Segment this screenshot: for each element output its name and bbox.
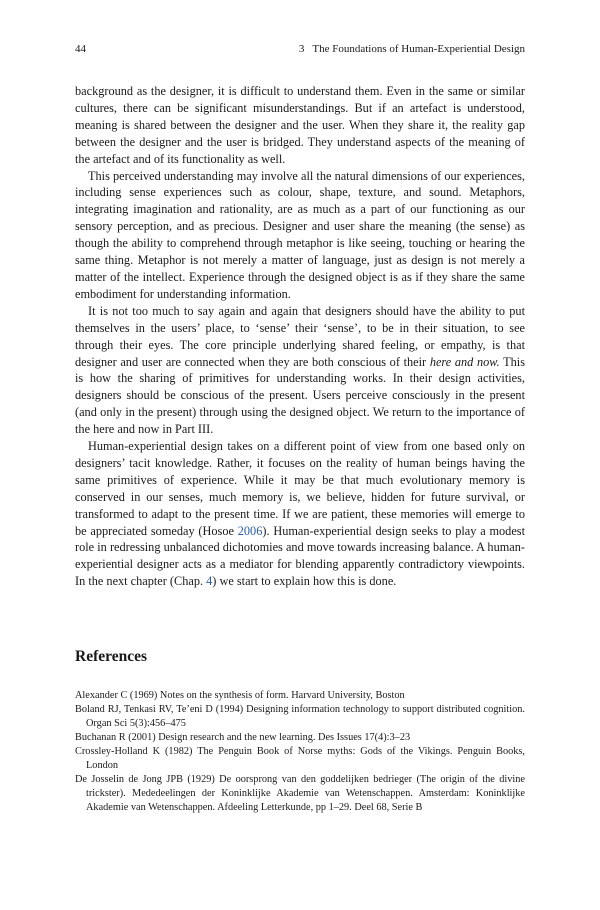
reference-item: Alexander C (1969) Notes on the synthesis of form. Harvard University, Boston: [75, 690, 405, 701]
here-and-now-emphasis: here and now.: [429, 354, 500, 369]
reference-list: [75, 689, 525, 815]
reference-item: Buchanan R (2001) Design research and the new learning. Des Issues 17(4):3–23: [75, 732, 411, 743]
body-text: [75, 83, 525, 590]
reference-item: Crossley-Holland K (1982) The Penguin Book of Norse myths: Gods of the Vikings. Penguin Books, London: [75, 746, 525, 771]
paragraph-3-text-a: It is not too much to say again and again that designers should have the ability to put themselves in the users’ place, to ‘sense’ their ‘sense’, to be in their situation, to see through their eyes. The core principle underlying shared feeling, or empathy, is that designer and user are connected when they are both conscious of their: [75, 303, 525, 369]
running-header: [75, 43, 525, 56]
paragraph-4-text-b: ). Human-experiential design seeks to play a modest role in redressing unbalanced dichotomies and move towards increasing balance. A human-experiential designer acts as a mediator for blending apparently contradictory viewpoints. In the next chapter (Chap.: [75, 523, 525, 589]
paragraph-2: This perceived understanding may involve all the natural dimensions of our experiences, including sense experiences such as colour, shape, texture, and sound. Metaphors, integrating imagination and rationality, are as much as a part of our functioning as our sensory perception, and as precious. Designer and user share the meaning (the sense) as though the ability to comprehend through metaphor is like seeing, touching or hearing the same thing. Metaphor is not merely a matter of language, just as design is not merely a matter of the intellect. Experience through the designed object is as if they share the same embodiment for understanding information.: [75, 168, 525, 301]
citation-link-hosoe-2006[interactable]: 2006: [237, 523, 263, 538]
paragraph-4-text-c: ) we start to explain how this is done.: [212, 574, 397, 589]
paragraph-3-text-b: This is how the sharing of primitives for understanding works. In their design activities, designers should be conscious of the present. Users perceive consciously in the present (and only in the present) through using the designed object. We return to the importance of the here and now in Part III.: [75, 354, 525, 437]
paragraph-4: [75, 438, 525, 590]
chapter-title: 3 The Foundations of Human-Experiential Design: [298, 43, 525, 55]
paragraph-3: [75, 303, 525, 438]
reference-item: De Josselin de Jong JPB (1929) De oorsprong van den goddelijken bedrieger (The origin of the divine trickster). Mededeelingen der Koninklijke Akademie van Wetenschappen. Amsterdam: Koninklijke Akademie van Wetenschappen. Afdeeling Letterkunde, pp 1–29. Deel 68, Serie B: [75, 774, 525, 813]
chapter-4-link[interactable]: 4: [206, 574, 213, 589]
paragraph-1: background as the designer, it is difficult to understand them. Even in the same or similar cultures, there can be significant misunderstandings. But if an artefact is understood, meaning is shared between the designer and the user. When they share it, the reality gap between the designer and the user is bridged. They understand aspects of the meaning of the artefact and of its functionality as well.: [75, 84, 525, 166]
references-heading: References: [75, 648, 148, 665]
paragraph-4-text-a: Human-experiential design takes on a different point of view from one based only on designers’ tacit knowledge. Rather, it focuses on the reality of human beings having the same primitives of experience. While it may be that much evolutionary memory is conserved in our senses, much memory is, we believe, hidden for future survival, or transformed to adapt to the present time. If we are patient, these memories will emerge to be appreciated someday (Hosoe: [75, 439, 525, 538]
page-number: 44: [75, 43, 86, 55]
reference-item: Boland RJ, Tenkasi RV, Te’eni D (1994) Designing information technology to support distributed cognition. Organ Sci 5(3):456–475: [75, 704, 525, 729]
